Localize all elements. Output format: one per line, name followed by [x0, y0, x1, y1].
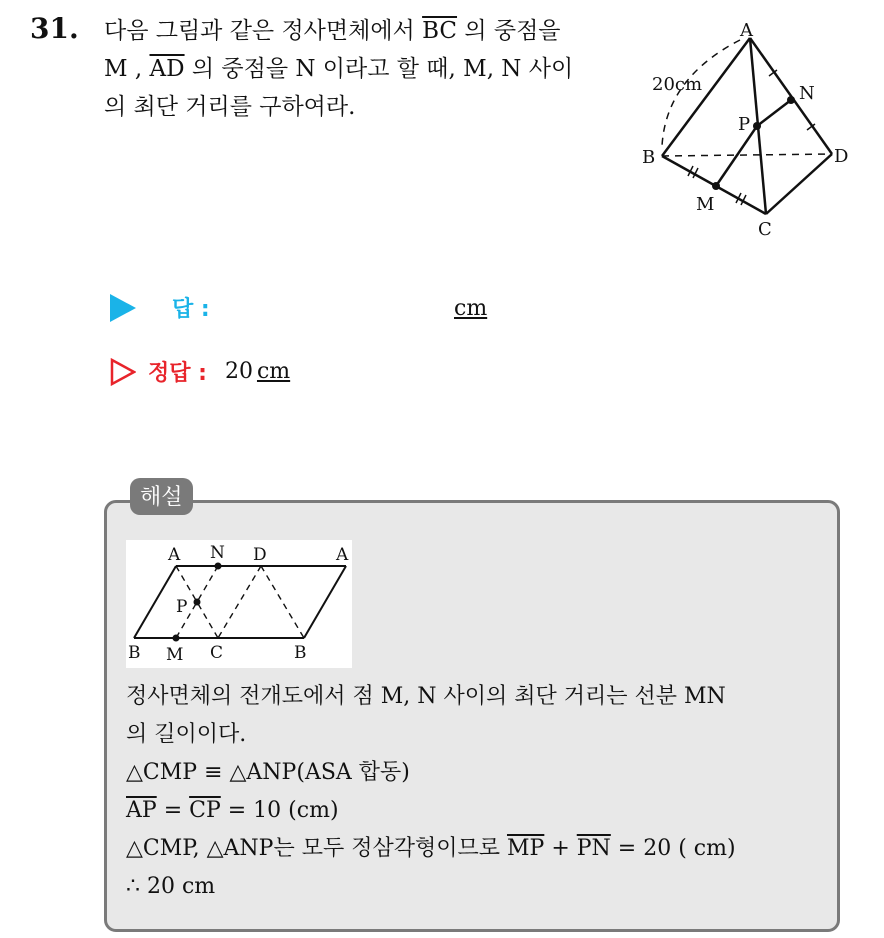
net-right-edge [304, 566, 346, 638]
net-label-m: M [166, 645, 184, 665]
label-d: D [834, 146, 849, 167]
label-n: N [799, 83, 815, 104]
answer-unit: cm [454, 296, 488, 321]
edge-bd-hidden [662, 154, 832, 156]
explanation-line-1: 정사면체의 전개도에서 점 M, N 사이의 최단 거리는 선분 MN [126, 684, 726, 709]
segment-ap: $\overline{AP}$ [126, 798, 157, 823]
segment-mp [716, 126, 757, 186]
explanation-line-6: ∴ 20 cm [126, 874, 216, 899]
point-p [753, 122, 761, 130]
explanation-line-4: $\overline{AP} = \overline{CP} = 10$ (cm) [126, 798, 339, 823]
label-b: B [642, 147, 656, 168]
correct-answer-row [110, 356, 290, 387]
explanation-line-2: 의 길이이다. [126, 722, 247, 747]
net-label-n: N [210, 543, 225, 563]
answer-label: 답 : [172, 297, 210, 322]
correct-answer-label: 정답 : [148, 361, 207, 386]
net-label-a1: A [168, 545, 181, 565]
explanation-line-5: △CMP, △ANP는 모두 정삼각형이므로 $\overline{MP} + \overline{PN} = 20$ ( cm) [126, 836, 736, 861]
segment-cp: $\overline{CP}$ [189, 798, 221, 823]
net-label-c: C [210, 643, 224, 663]
explanation-line-3: △CMP ≡ △ANP(ASA 합동) [126, 760, 410, 785]
explanation-tag: 해설 [130, 478, 193, 515]
answer-row [110, 292, 210, 323]
explanation-text [126, 678, 826, 906]
label-c: C [758, 219, 772, 240]
net-point-m [173, 635, 180, 642]
correct-answer-value: 20 [224, 359, 253, 384]
segment-mp: $\overline{MP}$ [506, 836, 545, 861]
edge-length-label: 20cm [652, 74, 703, 95]
net-fold-dc [218, 566, 261, 638]
outline-play-icon [110, 358, 136, 386]
net-label-a2: A [336, 545, 349, 565]
question-line-1: 다음 그림과 같은 정사면체에서 $\overline{BC}$ 의 중점을 [104, 18, 561, 44]
net-fold-db [261, 566, 304, 638]
point-n [787, 96, 795, 104]
tetrahedron-net-figure [126, 540, 352, 668]
segment-pn: $\overline{PN}$ [576, 836, 611, 861]
question-text [104, 12, 624, 126]
question-line-2: M , $\overline{AD}$ 의 중점을 N 이라고 할 때, M, N 사이 [104, 56, 574, 82]
point-m [712, 182, 720, 190]
net-point-p [194, 599, 201, 606]
label-m: M [696, 194, 715, 215]
correct-answer-unit: cm [256, 359, 291, 384]
edge-cd [766, 154, 832, 214]
segment-pn [757, 100, 791, 126]
edge-ab [662, 38, 750, 156]
question-number: 31. [30, 12, 79, 45]
tetrahedron-figure [636, 18, 856, 243]
segment-bc: $\overline{BC}$ [422, 18, 458, 44]
net-label-d: D [253, 545, 267, 565]
segment-ad: $\overline{AD}$ [149, 56, 185, 82]
net-label-b2: B [294, 643, 307, 663]
net-point-n [215, 563, 222, 570]
net-left-edge [134, 566, 176, 638]
play-icon [110, 294, 136, 322]
label-p: P [738, 114, 751, 135]
net-label-b1: B [128, 643, 141, 663]
label-a: A [740, 20, 753, 41]
net-label-p: P [176, 597, 188, 617]
question-line-3: 의 최단 거리를 구하여라. [104, 94, 356, 120]
